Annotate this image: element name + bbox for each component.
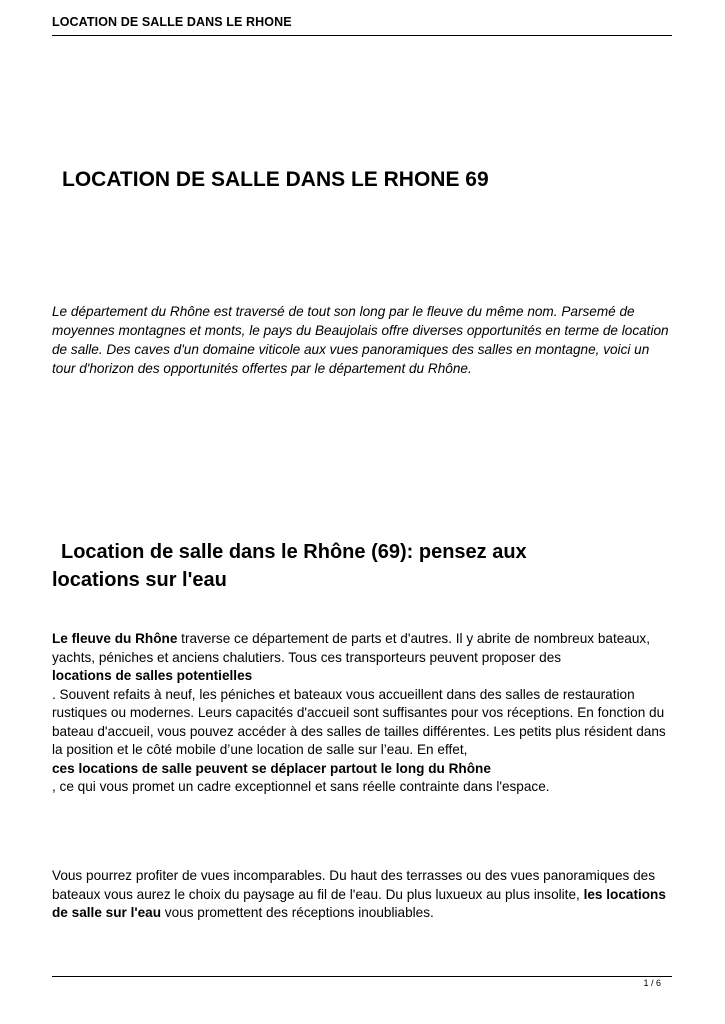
footer-divider xyxy=(52,976,672,977)
para1-text2: . Souvent refaits à neuf, les péniches et bateaux vous accueillent dans des salles de restauration rustiques ou modernes. Leurs capacités d'accueil sont suffisantes pour vos réceptions. En fonction du bateau d'accueil, vous pouvez accéder à des salles de tailles différentes. Les petits plus résident dans la position et le côté mobile d’une location de salle sur l’eau. En effet, xyxy=(52,686,666,757)
section-heading-line2: locations sur l'eau xyxy=(52,569,227,591)
emphasis-fleuve: Le fleuve du Rhône xyxy=(52,631,178,646)
emphasis-deplacer: ces locations de salle peuvent se déplacer partout le long du Rhône xyxy=(52,760,491,776)
document-title: LOCATION DE SALLE DANS LE RHONE 69 xyxy=(62,168,489,191)
header-divider xyxy=(52,35,672,36)
body-paragraph-2 xyxy=(52,867,674,923)
body-paragraph-1 xyxy=(52,630,674,797)
section-heading-line1: Location de salle dans le Rhône (69): pensez aux xyxy=(61,541,527,563)
para2-text2: vous promettent des réceptions inoubliables. xyxy=(161,905,434,920)
para1-text3: , ce qui vous promet un cadre exceptionnel et sans réelle contrainte dans l'espace. xyxy=(52,779,550,794)
para2-text1: Vous pourrez profiter de vues incomparables. Du haut des terrasses ou des vues panoramiques des bateaux vous aurez le choix du paysage au fil de l'eau. Du plus luxueux au plus insolite, xyxy=(52,868,655,902)
section-heading xyxy=(52,538,672,594)
para1-text1: traverse ce département de parts et d'autres. Il y abrite de nombreux bateaux, yachts, péniches et anciens chalutiers. Tous ces transporteurs peuvent proposer des xyxy=(52,631,650,665)
running-header-title: LOCATION DE SALLE DANS LE RHONE xyxy=(52,15,292,29)
intro-paragraph: Le département du Rhône est traversé de tout son long par le fleuve du même nom. Parsemé de moyennes montagnes et monts, le pays du Beaujolais offre diverses opportunités en terme de location de salle. Des caves d'un domaine viticole aux vues panoramiques des salles en montagne, voici un tour d'horizon des opportunités offertes par le département du Rhône. xyxy=(52,304,669,376)
emphasis-locations-potentielles: locations de salles potentielles xyxy=(52,668,253,683)
page-number: 1 / 6 xyxy=(643,978,661,988)
emphasis-locations-eau: les locations de salle sur l'eau xyxy=(52,886,666,920)
